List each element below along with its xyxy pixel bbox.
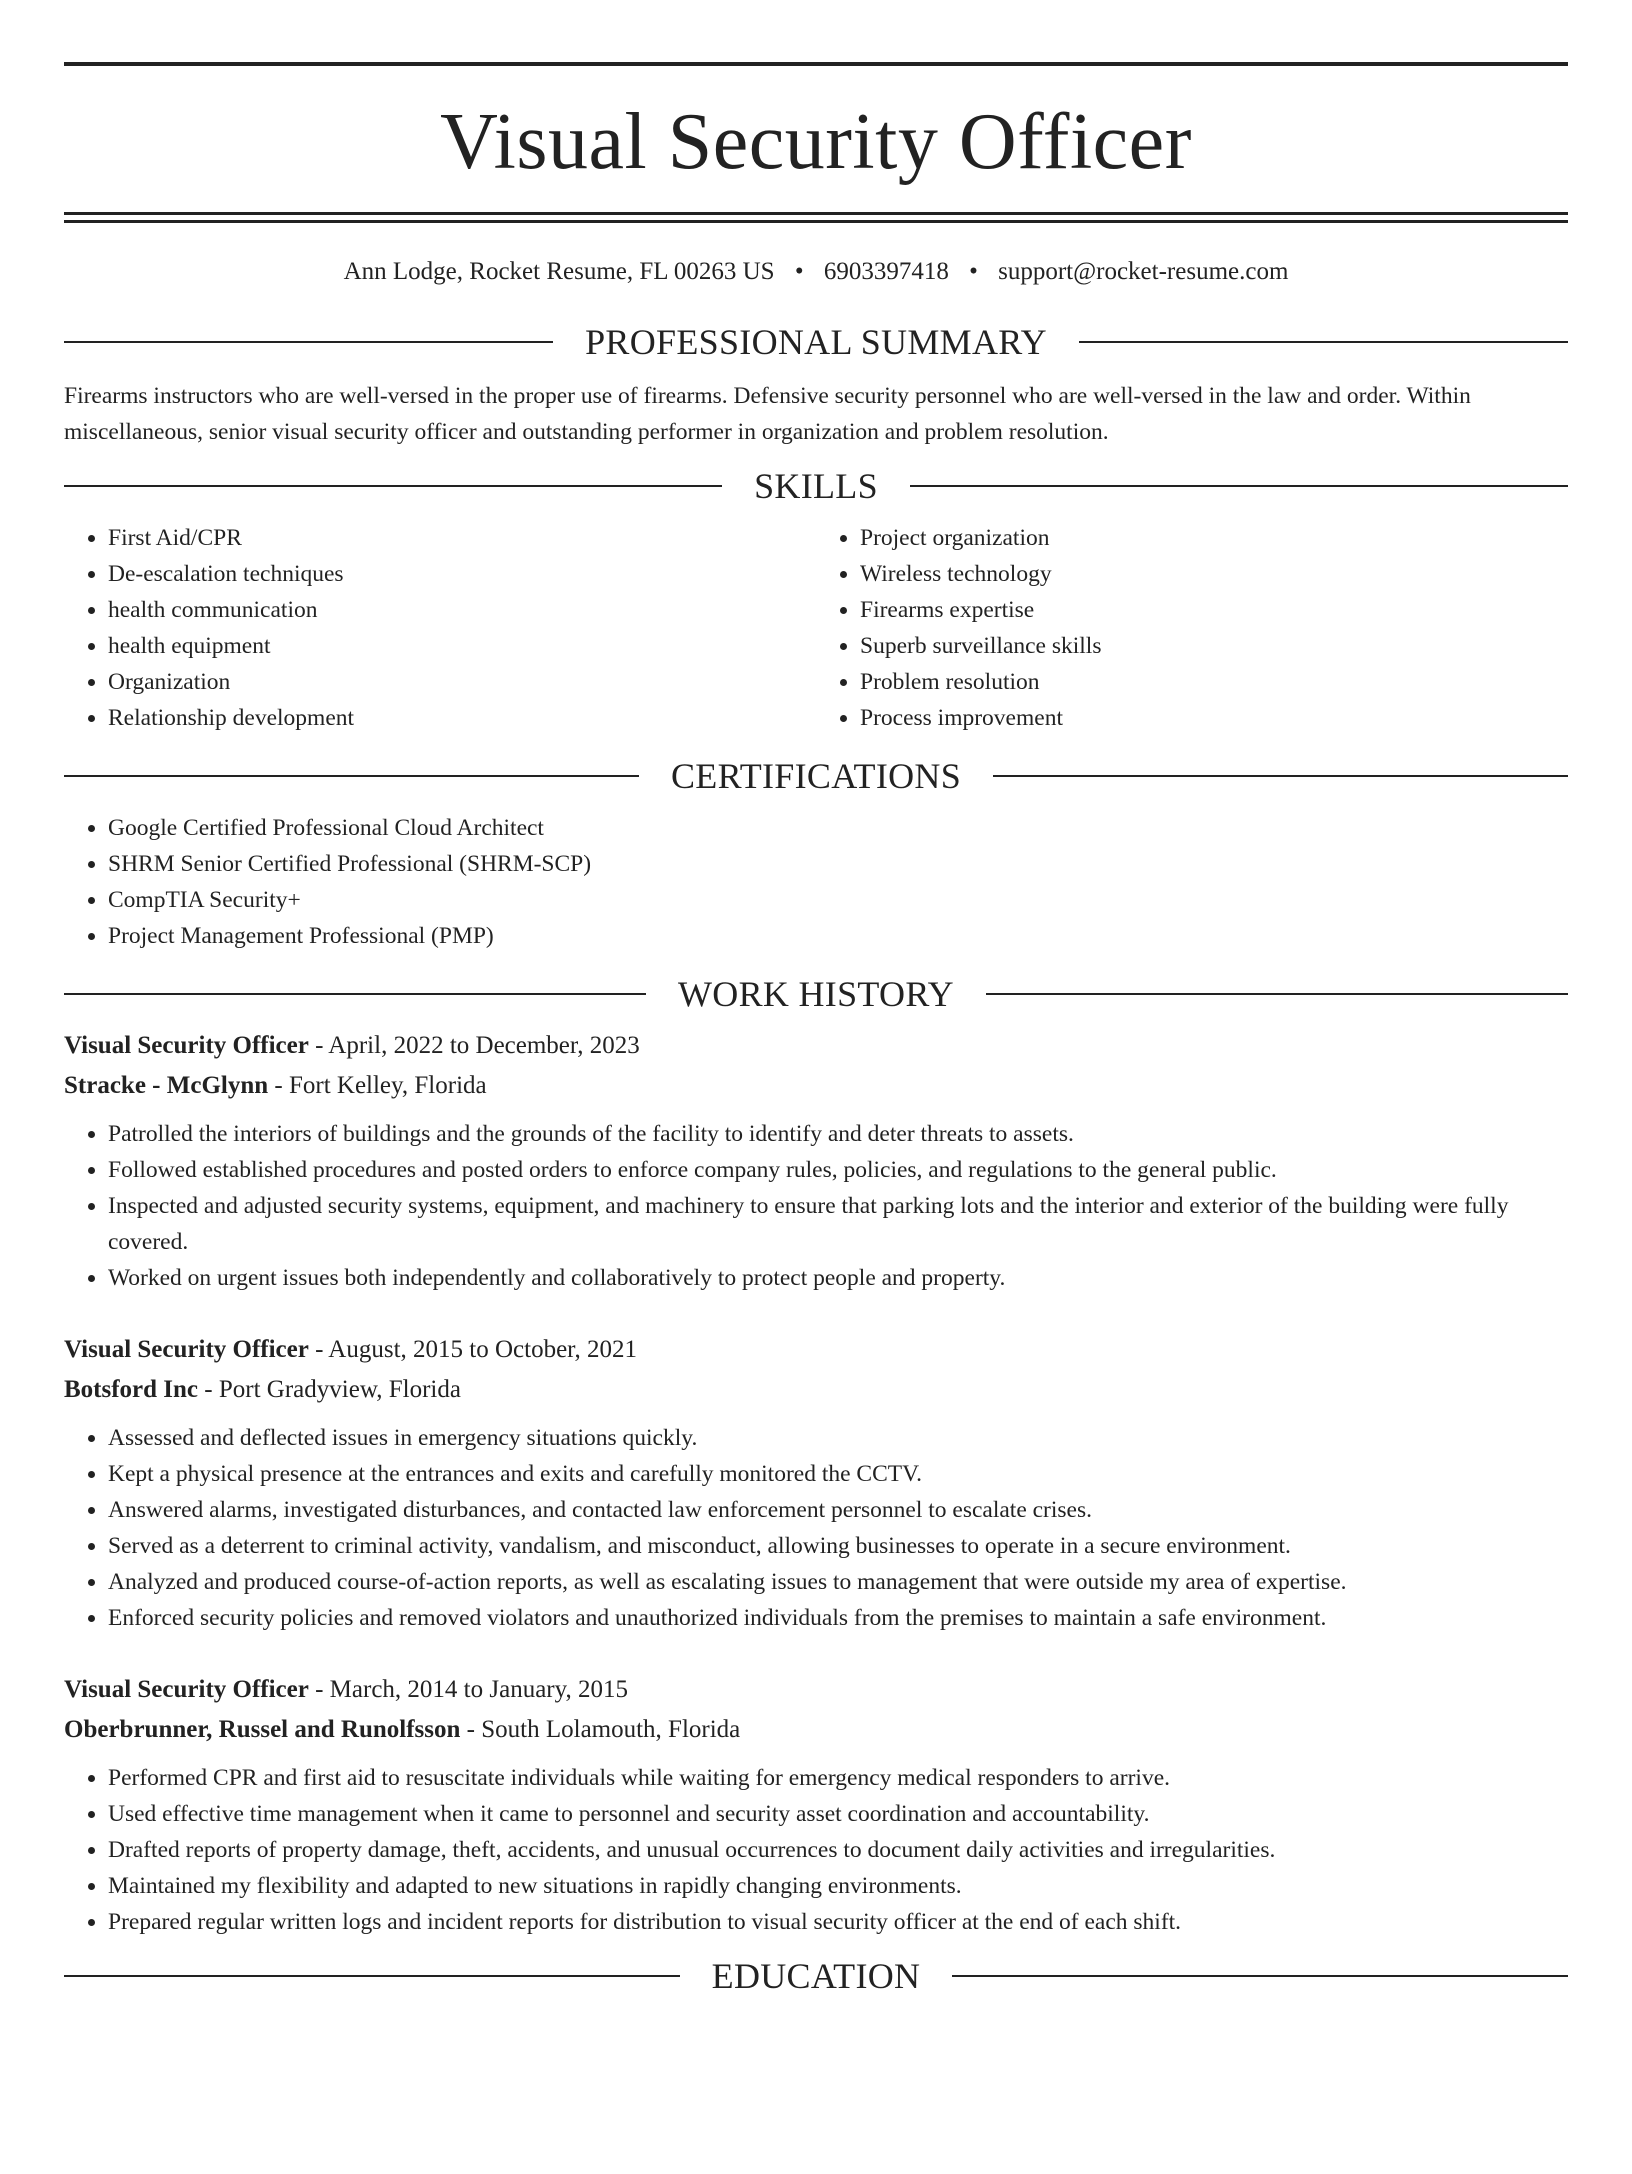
job-location: - South Lolamouth, Florida bbox=[460, 1716, 741, 1743]
list-item: • Firearms expertise bbox=[860, 592, 1568, 628]
section-heading-summary bbox=[64, 324, 1568, 360]
list-item: • Analyzed and produced course-of-action reports, as well as escalating issues to management that were outside my area of expertise. bbox=[108, 1564, 1568, 1600]
work-history-list bbox=[64, 1026, 1568, 1940]
section-title: EDUCATION bbox=[711, 1956, 921, 1996]
heading-rule bbox=[993, 775, 1568, 777]
job-dates: - March, 2014 to January, 2015 bbox=[308, 1676, 628, 1703]
contact-separator: • bbox=[794, 258, 804, 285]
job-entry bbox=[64, 1330, 1568, 1636]
job-location: - Fort Kelley, Florida bbox=[268, 1072, 487, 1099]
job-title: Visual Security Officer bbox=[64, 1032, 309, 1059]
job-entry bbox=[64, 1670, 1568, 1940]
skills-list-left bbox=[64, 520, 816, 736]
heading-rule bbox=[64, 341, 553, 343]
list-item: • health equipment bbox=[108, 628, 816, 664]
list-item: • SHRM Senior Certified Professional (SHRM-SCP) bbox=[108, 846, 1568, 882]
list-item: • Enforced security policies and removed violators and unauthorized individuals from the premises to maintain a safe environment. bbox=[108, 1600, 1568, 1636]
job-title: Visual Security Officer bbox=[64, 1336, 309, 1363]
heading-rule bbox=[64, 775, 639, 777]
list-item: • Maintained my flexibility and adapted to new situations in rapidly changing environments. bbox=[108, 1868, 1568, 1904]
job-company: Oberbrunner, Russel and Runolfsson bbox=[64, 1716, 461, 1743]
list-item: • Superb surveillance skills bbox=[860, 628, 1568, 664]
certifications-list bbox=[64, 810, 1568, 954]
list-item: • Worked on urgent issues both independently and collaboratively to protect people and property. bbox=[108, 1260, 1568, 1296]
top-rule bbox=[64, 62, 1568, 66]
job-bullets bbox=[64, 1116, 1568, 1296]
job-location: - Port Gradyview, Florida bbox=[198, 1376, 461, 1403]
skills-columns bbox=[64, 520, 1568, 736]
list-item: • Prepared regular written logs and incident reports for distribution to visual security officer at the end of each shift. bbox=[108, 1904, 1568, 1940]
section-title: CERTIFICATIONS bbox=[670, 756, 962, 796]
job-title: Visual Security Officer bbox=[64, 1676, 309, 1703]
list-item: • First Aid/CPR bbox=[108, 520, 816, 556]
skills-list-right bbox=[816, 520, 1568, 736]
list-item: • Organization bbox=[108, 664, 816, 700]
list-item: • Wireless technology bbox=[860, 556, 1568, 592]
job-dates: - April, 2022 to December, 2023 bbox=[308, 1032, 640, 1059]
job-company-line bbox=[64, 1066, 1568, 1106]
list-item: • De-escalation techniques bbox=[108, 556, 816, 592]
list-item: • CompTIA Security+ bbox=[108, 882, 1568, 918]
list-item: • Used effective time management when it came to personnel and security asset coordination and accountability. bbox=[108, 1796, 1568, 1832]
contact-address: Ann Lodge, Rocket Resume, FL 00263 US bbox=[343, 258, 775, 285]
job-dates: - August, 2015 to October, 2021 bbox=[308, 1336, 637, 1363]
job-company-line bbox=[64, 1370, 1568, 1410]
heading-rule bbox=[64, 485, 722, 487]
list-item: • Followed established procedures and posted orders to enforce company rules, policies, and regulations to the general public. bbox=[108, 1152, 1568, 1188]
list-item: • Inspected and adjusted security systems, equipment, and machinery to ensure that parking lots and the interior and exterior of the building were fully covered. bbox=[108, 1188, 1568, 1260]
contact-separator: • bbox=[969, 258, 978, 285]
job-company: Botsford Inc bbox=[64, 1376, 199, 1403]
section-heading-work-history bbox=[64, 976, 1568, 1012]
list-item: • Google Certified Professional Cloud Architect bbox=[108, 810, 1568, 846]
resume-title: Visual Security Officer bbox=[440, 98, 1192, 186]
heading-rule bbox=[910, 485, 1568, 487]
list-item: • Project Management Professional (PMP) bbox=[108, 918, 1568, 954]
job-entry bbox=[64, 1026, 1568, 1296]
list-item: • health communication bbox=[108, 592, 816, 628]
heading-rule bbox=[952, 1975, 1568, 1977]
job-company-line bbox=[64, 1710, 1568, 1750]
list-item: • Drafted reports of property damage, theft, accidents, and unusual occurrences to document daily activities and irregularities. bbox=[108, 1832, 1568, 1868]
heading-rule bbox=[986, 993, 1568, 995]
section-heading-skills bbox=[64, 468, 1568, 504]
summary-text: Firearms instructors who are well-versed in the proper use of firearms. Defensive security personnel who are well-versed in the law and order. Within miscellaneous, senior visual security officer and outstanding performer in organization and problem resolution. bbox=[64, 383, 1471, 445]
list-item: • Answered alarms, investigated disturbances, and contacted law enforcement personnel to escalate crises. bbox=[108, 1492, 1568, 1528]
section-heading-certifications bbox=[64, 758, 1568, 794]
list-item: • Served as a deterrent to criminal activity, vandalism, and misconduct, allowing businesses to operate in a secure environment. bbox=[108, 1528, 1568, 1564]
list-item: • Patrolled the interiors of buildings and the grounds of the facility to identify and deter threats to assets. bbox=[108, 1116, 1568, 1152]
heading-rule bbox=[64, 1975, 680, 1977]
list-item: • Relationship development bbox=[108, 700, 816, 736]
list-item: • Assessed and deflected issues in emergency situations quickly. bbox=[108, 1420, 1568, 1456]
resume-page bbox=[0, 62, 1632, 2174]
job-title-line bbox=[64, 1330, 1568, 1370]
section-heading-education bbox=[64, 1958, 1568, 1994]
job-title-line bbox=[64, 1026, 1568, 1066]
title-double-rule bbox=[64, 212, 1568, 223]
job-company: Stracke - McGlynn bbox=[64, 1072, 269, 1099]
heading-rule bbox=[1079, 341, 1568, 343]
section-title: WORK HISTORY bbox=[678, 974, 954, 1014]
contact-line bbox=[64, 259, 1568, 284]
job-title-line bbox=[64, 1670, 1568, 1710]
list-item: • Performed CPR and first aid to resuscitate individuals while waiting for emergency medical responders to arrive. bbox=[108, 1760, 1568, 1796]
list-item: • Project organization bbox=[860, 520, 1568, 556]
job-bullets bbox=[64, 1420, 1568, 1636]
heading-rule bbox=[64, 993, 646, 995]
list-item: • Problem resolution bbox=[860, 664, 1568, 700]
job-bullets bbox=[64, 1760, 1568, 1940]
section-title: PROFESSIONAL SUMMARY bbox=[585, 322, 1047, 362]
section-title: SKILLS bbox=[754, 466, 878, 506]
list-item: • Kept a physical presence at the entrances and exits and carefully monitored the CCTV. bbox=[108, 1456, 1568, 1492]
contact-email: support@rocket-resume.com bbox=[998, 258, 1289, 285]
list-item: • Process improvement bbox=[860, 700, 1568, 736]
contact-phone: 6903397418 bbox=[823, 258, 949, 285]
